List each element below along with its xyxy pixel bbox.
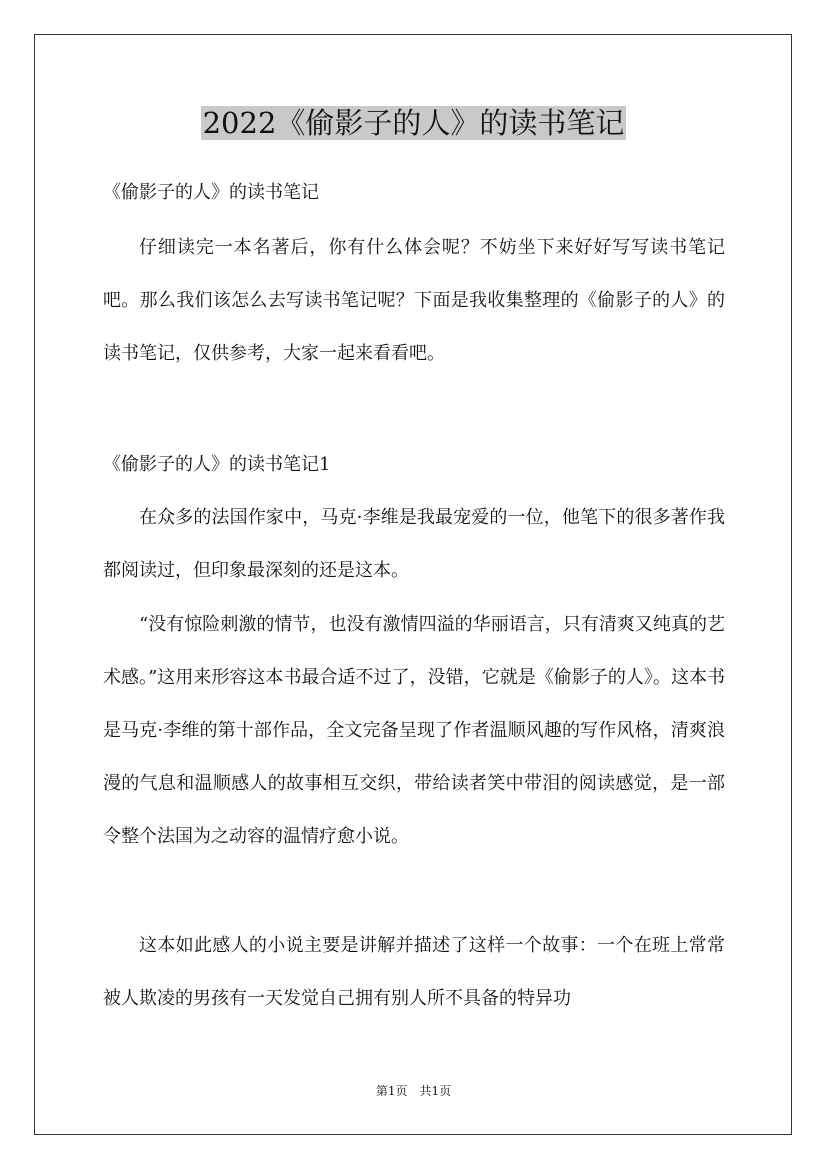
body-paragraph: “没有惊险刺激的情节，也没有激情四溢的华丽语言，只有清爽又纯真的艺术感。”这用来形容这本书最合适不过了，没错，它就是《偷影子的人》。这本书是马克·李维的第十部作品，全文完备呈现了作者温顺风趣的写作风格，清爽浪漫的气息和温顺感人的故事相互交织，带给读者笑中带泪的阅读感觉，是一部令整个法国为之动容的温情疗愈小说。 (103, 614, 725, 847)
section-heading: 《偷影子的人》的读书笔记1 (103, 454, 331, 475)
page-footer: 第1页 共1页 (375, 1084, 452, 1098)
document-title (0, 100, 827, 146)
body-paragraph: 这本如此感人的小说主要是讲解并描述了这样一个故事：一个在班上常常被人欺凌的男孩有一天发觉自己拥有别人所不具备的特异功 (103, 935, 725, 1009)
document-title-text: 2022《偷影子的人》的读书笔记 (202, 106, 625, 140)
intro-paragraph: 仔细读完一本名著后，你有什么体会呢？不妨坐下来好好写写读书笔记吧。那么我们该怎么去写读书笔记呢？下面是我收集整理的《偷影子的人》的读书笔记，仅供参考，大家一起来看看吧。 (103, 237, 725, 364)
body-paragraph: 在众多的法国作家中，马克·李维是我最宠爱的一位，他笔下的很多著作我都阅读过，但印象最深刻的还是这本。 (103, 507, 725, 581)
document-subtitle: 《偷影子的人》的读书笔记 (103, 182, 319, 203)
